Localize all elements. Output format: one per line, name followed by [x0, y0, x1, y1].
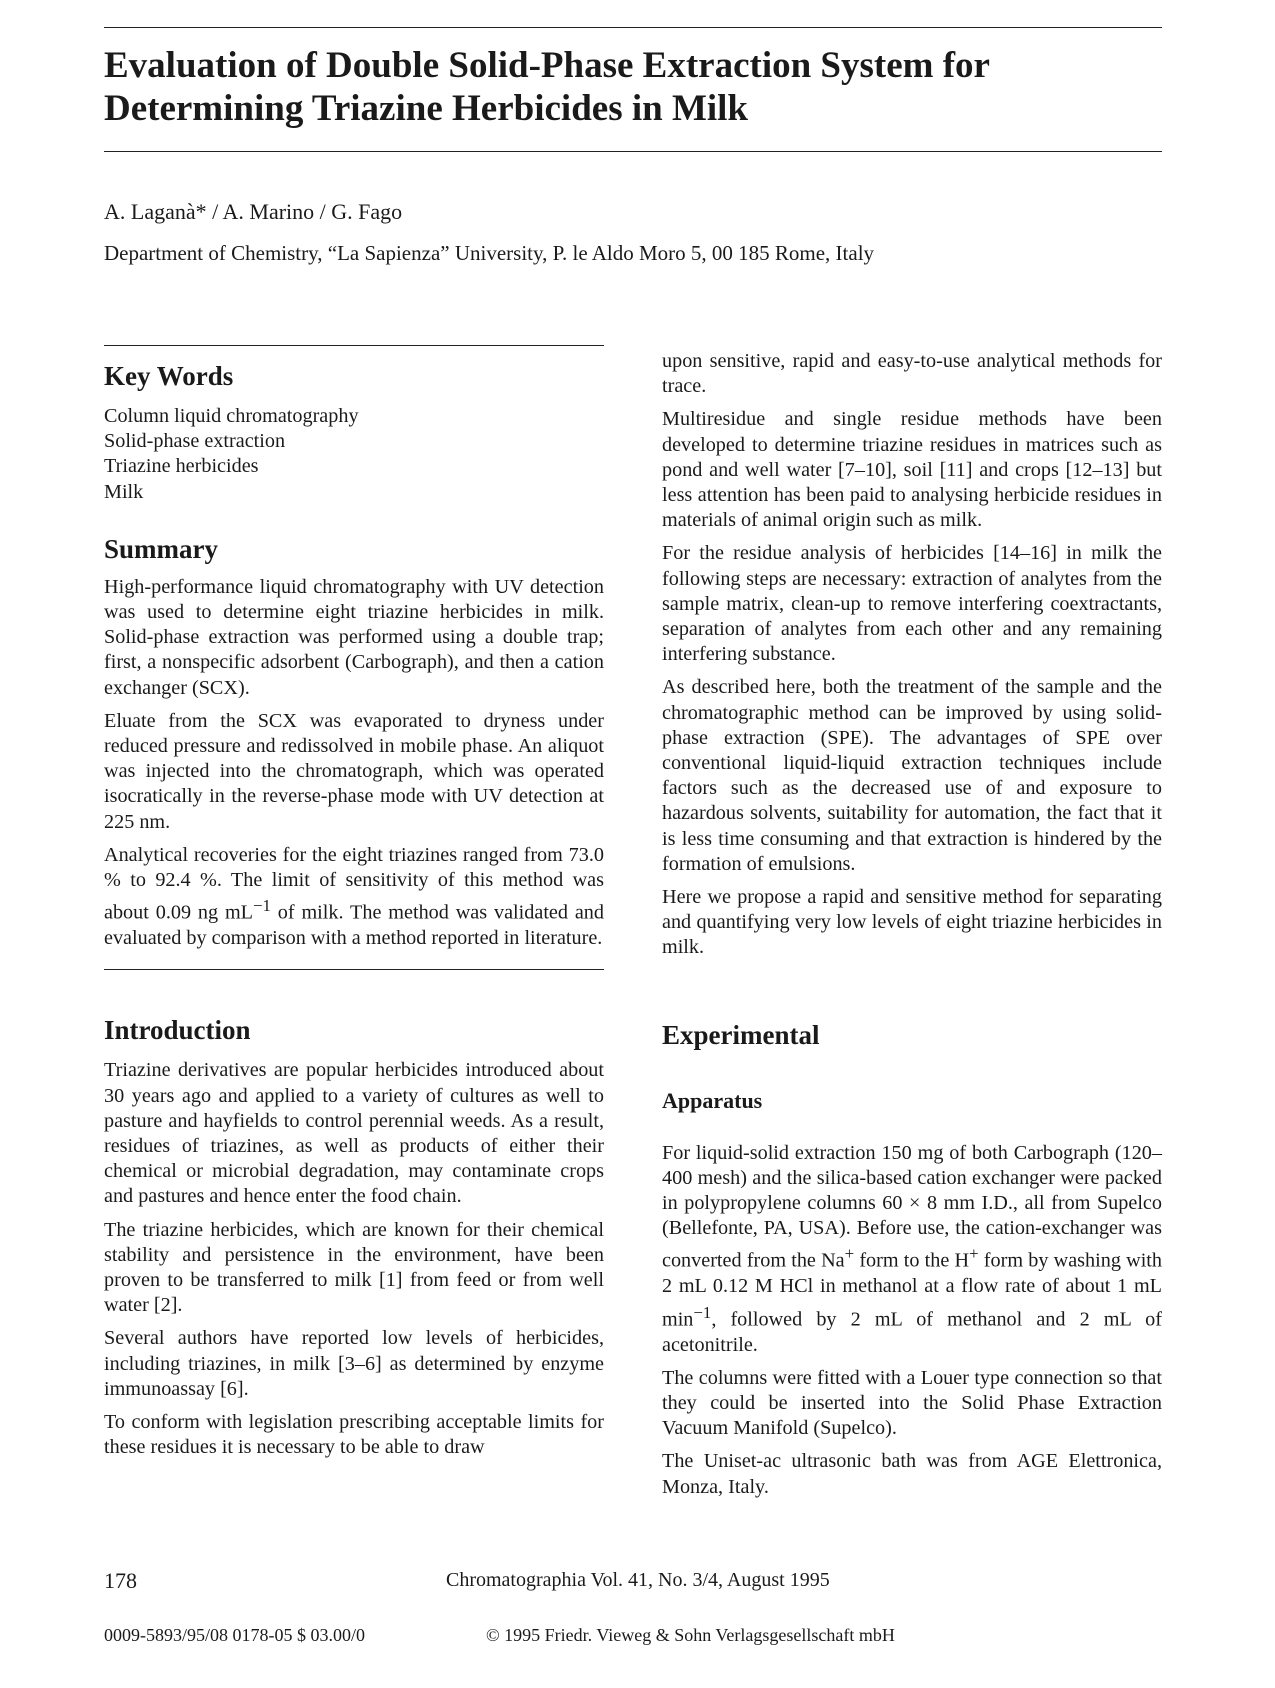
right-column — [662, 349, 1162, 1508]
intro-paragraph: Triazine derivatives are popular herbicides introduced about 30 years ago and applied to a variety of cultures as well to pasture and hayfields to control perennial weeds. As a result, residues of triazines, as well as products of either their chemical or microbial degradation, may contaminate crops and pastures and hence enter the food chain. — [104, 1059, 604, 1208]
experimental-paragraph: The Uniset-ac ultrasonic bath was from AGE Elettronica, Monza, Italy. — [662, 1450, 1162, 1498]
summary-paragraph: High-performance liquid chromatography with UV detection was used to determine eight triazine herbicides in milk. Solid-phase extraction was performed using a double trap; first, a nonspecific adsorbent (Carbograph), and then a cation exchanger (SCX). — [104, 575, 604, 699]
experimental-paragraph: The columns were fitted with a Louer type connection so that they could be inserted into the Solid Phase Extraction Vacuum Manifold (Supelco). — [662, 1366, 1162, 1440]
title-line-1: Evaluation of Double Solid-Phase Extraction System for — [104, 45, 990, 86]
summary-text: of milk. The method was validated and evaluated by comparison with a method reported in literature. — [104, 901, 604, 950]
superscript: −1 — [253, 896, 271, 916]
experimental-text: , followed by 2 mL of methanol and 2 mL of acetonitrile. — [662, 1308, 1162, 1356]
left-column — [104, 345, 604, 1468]
article-code: 0009-5893/95/08 0178-05 $ 03.00/0 — [104, 1625, 365, 1645]
title-rule — [104, 151, 1162, 152]
summary-paragraph — [104, 843, 604, 952]
introduction-rule — [104, 969, 604, 970]
keyword-item: Solid-phase extraction — [104, 430, 286, 453]
keyword-item: Milk — [104, 480, 144, 503]
intro-paragraph: Multiresidue and single residue methods have been developed to determine triazine residues in matrices such as pond and well water [7–10], soil [11] and crops [12–13] but less attention has been paid to analysing herbicide residues in materials of animal origin such as milk. — [662, 408, 1162, 532]
experimental-text: form by washing with 2 mL 0.12 M HCl in methanol at a flow rate of about 1 mL min — [662, 1250, 1163, 1331]
experimental-text: For liquid-solid extraction 150 mg of both Carbograph (120–400 mesh) and the silica-based cation exchanger were packed in polypropylene columns 60 × 8 mm I.D., all from Supelco (Bellefonte, PA, USA). Before use, the cation-exchanger was converted from the Na — [662, 1141, 1162, 1273]
introduction-heading: Introduction — [104, 1015, 251, 1046]
authors: A. Laganà* / A. Marino / G. Fago — [104, 199, 403, 224]
intro-paragraph: The triazine herbicides, which are known for their chemical stability and persistence in the environment, have been proven to be transferred to milk [1] from feed or from well water [2]. — [104, 1218, 604, 1317]
title-line-2: Determining Triazine Herbicides in Milk — [104, 88, 749, 129]
intro-paragraph: Several authors have reported low levels of herbicides, including triazines, in milk [3–6] as determined by enzyme immunoassay [6]. — [104, 1327, 604, 1400]
page-number: 178 — [104, 1568, 137, 1593]
summary-text: Analytical recoveries for the eight triazines ranged from 73.0 % to 92.4 %. The limit of sensitivity of this method was about 0.09 ng mL — [104, 843, 604, 924]
paper-title — [104, 44, 1164, 130]
intro-paragraph: To conform with legislation prescribing acceptable limits for these residues it is necessary to be able to draw — [104, 1411, 604, 1459]
keywords-rule — [104, 345, 604, 346]
intro-paragraph: As described here, both the treatment of the sample and the chromatographic method can be improved by using solid-phase extraction (SPE). The advantages of SPE over conventional liquid-liquid extraction techniques include factors such as the decreased use of and exposure to hazardous solvents, suitability for automation, the fact that it is less time consuming and that extraction is hindered by the formation of emulsions. — [662, 676, 1162, 875]
intro-paragraph: upon sensitive, rapid and easy-to-use analytical methods for trace. — [662, 350, 1162, 398]
keyword-item: Triazine herbicides — [104, 455, 259, 478]
superscript: −1 — [693, 1302, 712, 1322]
keywords-list — [104, 404, 604, 505]
apparatus-heading: Apparatus — [662, 1087, 763, 1113]
intro-paragraph: Here we propose a rapid and sensitive method for separating and quantifying very low levels of eight triazine herbicides in milk. — [662, 886, 1162, 959]
superscript: + — [844, 1244, 855, 1264]
experimental-paragraph — [662, 1141, 1162, 1358]
keyword-item: Column liquid chromatography — [104, 405, 359, 427]
affiliation: Department of Chemistry, “La Sapienza” University, P. le Aldo Moro 5, 00 185 Rome, Italy — [104, 241, 875, 265]
superscript: + — [969, 1244, 979, 1264]
keywords-heading: Key Words — [104, 361, 234, 391]
journal-citation: Chromatographia Vol. 41, No. 3/4, August 1995 — [446, 1569, 830, 1591]
summary-paragraph: Eluate from the SCX was evaporated to dryness under reduced pressure and redissolved in mobile phase. An aliquot was injected into the chromatograph, which was operated isocratically in the reverse-phase mode with UV detection at 225 nm. — [104, 709, 604, 833]
summary-heading: Summary — [104, 533, 218, 564]
intro-paragraph: For the residue analysis of herbicides [14–16] in milk the following steps are necessary: extraction of analytes from the sample matrix, clean-up to remove interfering coextractants, separation of analytes from each other and any remaining interfering substance. — [662, 542, 1162, 666]
copyright: © 1995 Friedr. Vieweg & Sohn Verlagsgesellschaft mbH — [486, 1625, 895, 1645]
experimental-text: form to the H — [854, 1250, 970, 1273]
experimental-heading: Experimental — [662, 1019, 820, 1050]
top-rule — [104, 27, 1162, 28]
